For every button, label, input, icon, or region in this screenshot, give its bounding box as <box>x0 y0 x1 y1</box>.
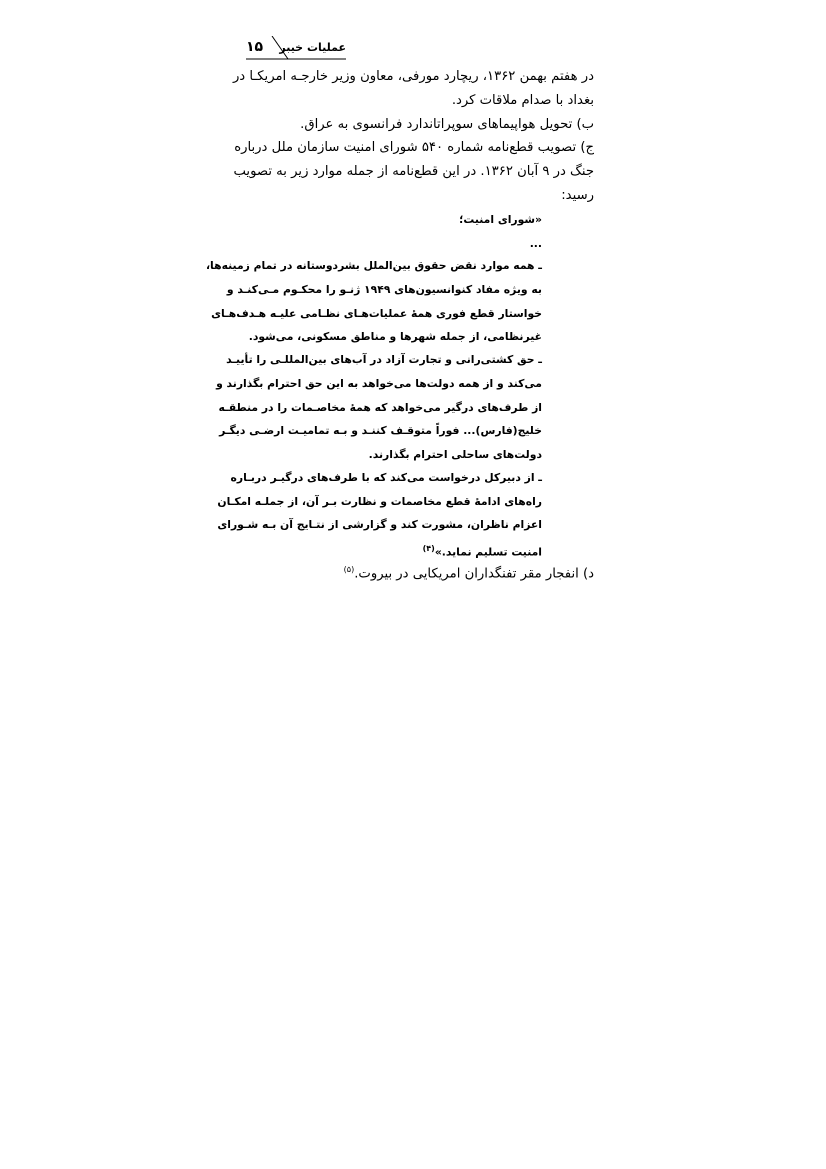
quote-p2-line-5: دولت‌های ساحلی احترام بگذارند. <box>368 448 542 461</box>
running-header <box>246 36 346 62</box>
quote-p3-line-1: ـ از دبیرکل درخواست می‌کند که با طرف‌های درگیـر دربـاره <box>230 471 542 484</box>
intro-line-1: در هفتم بهمن ۱۳۶۲، ریچارد مورفی، معاون وزیر خارجـه امریکـا در <box>232 69 594 84</box>
quote-p2-line-3: از طرف‌های درگیر می‌خواهد که همهٔ مخاصـمات را در منطقـه <box>218 401 542 414</box>
item-d-text: د) انفجار مقر تفنگداران امریکایی در بیروت. <box>354 566 594 582</box>
running-title: عملیات خیبر <box>279 41 346 54</box>
item-d <box>344 558 594 586</box>
quote-p2-line-2: می‌کند و از همه دولت‌ها می‌خواهد به این حق احترام بگذارند و <box>216 377 542 390</box>
quote-last-line: امنیت تسلیم نماید.» <box>434 545 542 559</box>
intro-line-2: بغداد با صدام ملاقات کرد. <box>451 93 594 108</box>
quote-p2-line-4: خلیج(فارس)... فوراً متوقـف کننـد و بـه تمامیـت ارضـی دیگـر <box>219 424 542 437</box>
quote-p3-line-3: اعزام ناظران، مشورت کند و گزارشی از نتـایج آن بـه شـورای <box>217 518 542 531</box>
item-b: ب) تحویل هواپیماهای سوپراتاندارد فرانسوی به عراق. <box>300 117 594 132</box>
quote-p2-line-1: ـ حق کشتی‌رانی و تجارت آزاد در آب‌های بین‌المللـی را تأییـد <box>226 353 542 366</box>
quote-p1-line-4: غیرنظامی، از جمله شهرها و مناطق مسکونی، می‌شود. <box>248 330 542 343</box>
quote-p1-line-2: به ویژه مفاد کنوانسیون‌های ۱۹۴۹ ژنـو را محکـوم مـی‌کنـد و <box>226 283 542 296</box>
footnote-ref-5: (۵) <box>343 565 355 574</box>
quote-p1-line-3: خواستار قطع فوری همهٔ عملیات‌هـای نظـامی علیـه هـدف‌هـای <box>211 307 542 320</box>
quote-p3-line-2: راه‌های ادامهٔ قطع مخاصمات و نظارت بـر آن، از جملـه امکـان <box>217 495 542 508</box>
footnote-ref-4: (۴) <box>422 544 435 553</box>
quote-heading: «شورای امنیت؛ <box>459 213 542 226</box>
page-number: ۱۵ <box>246 39 264 55</box>
quote-p1-line-1: ـ همه موارد نقض حقوق بین‌الملل بشردوستانه در تمام زمینه‌ها، <box>205 259 542 272</box>
item-c-line-3: رسید: <box>561 188 594 203</box>
item-c-line-2: جنگ در ۹ آبان ۱۳۶۲. در این قطع‌نامه از جمله موارد زیر به تصویب <box>233 164 594 179</box>
quote-ellipsis: ... <box>529 237 542 250</box>
item-c-line-1: ج) تصویب قطع‌نامه شماره ۵۴۰ شورای امنیت سازمان ملل درباره <box>234 140 594 155</box>
